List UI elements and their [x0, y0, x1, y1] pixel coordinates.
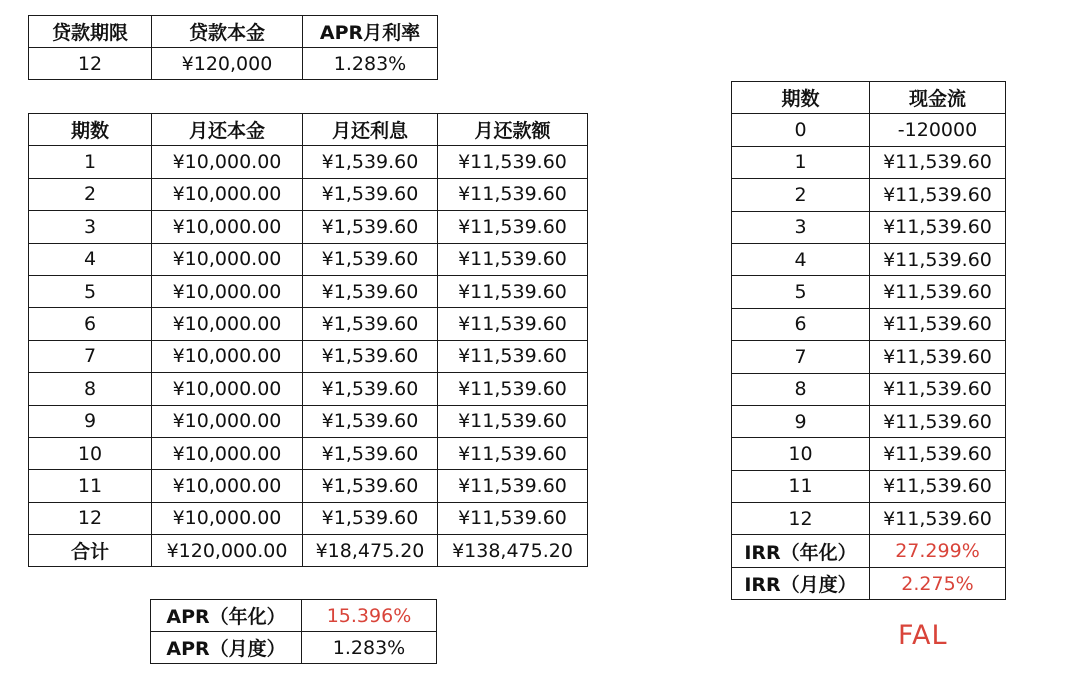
principal-cell: ¥10,000.00 [152, 275, 303, 307]
period-cell: 6 [29, 308, 152, 340]
repayment-schedule-table [28, 113, 588, 567]
table-row [29, 470, 588, 502]
apr-monthly-rate-value: 1.283% [303, 48, 438, 80]
table-row [732, 308, 1006, 340]
fal-label: FAL [898, 620, 948, 651]
cashflow-cell: ¥11,539.60 [870, 503, 1006, 535]
cashflow-cell: ¥11,539.60 [870, 405, 1006, 437]
apr-monthly-row [151, 632, 437, 664]
interest-cell: ¥1,539.60 [303, 275, 438, 307]
total-label: 合计 [29, 535, 152, 567]
cashflow-cell: ¥11,539.60 [870, 470, 1006, 502]
schedule-header-row [29, 114, 588, 146]
period-cell: 8 [29, 373, 152, 405]
table-row [29, 502, 588, 534]
period-cell: 12 [732, 503, 870, 535]
period-cell: 5 [732, 276, 870, 308]
period-cell: 12 [29, 502, 152, 534]
table-row [732, 438, 1006, 470]
interest-cell: ¥1,539.60 [303, 340, 438, 372]
cashflow-cell: ¥11,539.60 [870, 179, 1006, 211]
period-cell: 10 [29, 437, 152, 469]
table-row [29, 437, 588, 469]
apr-monthly-value: 1.283% [302, 632, 437, 664]
period-cell: 5 [29, 275, 152, 307]
period-cell: 0 [732, 114, 870, 146]
table-row [29, 308, 588, 340]
principal-cell: ¥10,000.00 [152, 178, 303, 210]
period-cell: 7 [732, 341, 870, 373]
interest-cell: ¥1,539.60 [303, 146, 438, 178]
interest-cell: ¥1,539.60 [303, 373, 438, 405]
table-row [732, 146, 1006, 178]
loan-info-table [28, 15, 438, 80]
interest-cell: ¥1,539.60 [303, 308, 438, 340]
apr-monthly-label: APR（月度） [151, 632, 302, 664]
cashflow-cell: -120000 [870, 114, 1006, 146]
payment-cell: ¥11,539.60 [438, 470, 588, 502]
payment-cell: ¥11,539.60 [438, 373, 588, 405]
header-monthly-interest: 月还利息 [303, 114, 438, 146]
interest-cell: ¥1,539.60 [303, 211, 438, 243]
cashflow-cell: ¥11,539.60 [870, 308, 1006, 340]
payment-cell: ¥11,539.60 [438, 146, 588, 178]
schedule-total-row [29, 535, 588, 567]
payment-cell: ¥11,539.60 [438, 275, 588, 307]
table-row [732, 179, 1006, 211]
period-cell: 6 [732, 308, 870, 340]
table-row [732, 243, 1006, 275]
table-row [732, 373, 1006, 405]
irr-annual-value: 27.299% [870, 535, 1006, 567]
table-row [732, 114, 1006, 146]
payment-cell: ¥11,539.60 [438, 502, 588, 534]
table-row [29, 405, 588, 437]
principal-cell: ¥10,000.00 [152, 211, 303, 243]
period-cell: 10 [732, 438, 870, 470]
header-cashflow-period: 期数 [732, 82, 870, 114]
cashflow-cell: ¥11,539.60 [870, 146, 1006, 178]
period-cell: 11 [732, 470, 870, 502]
table-row [29, 211, 588, 243]
apr-annual-row [151, 600, 437, 632]
apr-annual-value: 15.396% [302, 600, 437, 632]
table-row [732, 503, 1006, 535]
loan-principal-value: ¥120,000 [152, 48, 303, 80]
irr-monthly-row [732, 567, 1006, 599]
table-row [732, 211, 1006, 243]
period-cell: 9 [29, 405, 152, 437]
header-loan-term: 贷款期限 [29, 16, 152, 48]
period-cell: 7 [29, 340, 152, 372]
period-cell: 2 [732, 179, 870, 211]
principal-cell: ¥10,000.00 [152, 308, 303, 340]
cashflow-cell: ¥11,539.60 [870, 373, 1006, 405]
payment-cell: ¥11,539.60 [438, 308, 588, 340]
interest-cell: ¥1,539.60 [303, 502, 438, 534]
irr-monthly-value: 2.275% [870, 567, 1006, 599]
table-row [29, 275, 588, 307]
period-cell: 4 [732, 243, 870, 275]
interest-cell: ¥1,539.60 [303, 470, 438, 502]
cashflow-cell: ¥11,539.60 [870, 243, 1006, 275]
principal-cell: ¥10,000.00 [152, 146, 303, 178]
header-apr-monthly-rate: APR月利率 [303, 16, 438, 48]
interest-cell: ¥1,539.60 [303, 405, 438, 437]
cashflow-cell: ¥11,539.60 [870, 276, 1006, 308]
period-cell: 3 [29, 211, 152, 243]
total-principal: ¥120,000.00 [152, 535, 303, 567]
table-row [732, 341, 1006, 373]
cashflow-cell: ¥11,539.60 [870, 341, 1006, 373]
table-row [732, 470, 1006, 502]
interest-cell: ¥1,539.60 [303, 178, 438, 210]
payment-cell: ¥11,539.60 [438, 243, 588, 275]
principal-cell: ¥10,000.00 [152, 405, 303, 437]
period-cell: 1 [732, 146, 870, 178]
period-cell: 11 [29, 470, 152, 502]
table-row [732, 405, 1006, 437]
period-cell: 4 [29, 243, 152, 275]
apr-annual-label: APR（年化） [151, 600, 302, 632]
payment-cell: ¥11,539.60 [438, 178, 588, 210]
interest-cell: ¥1,539.60 [303, 437, 438, 469]
payment-cell: ¥11,539.60 [438, 211, 588, 243]
total-payment: ¥138,475.20 [438, 535, 588, 567]
loan-info-value-row [29, 48, 438, 80]
period-cell: 8 [732, 373, 870, 405]
payment-cell: ¥11,539.60 [438, 340, 588, 372]
principal-cell: ¥10,000.00 [152, 437, 303, 469]
period-cell: 1 [29, 146, 152, 178]
principal-cell: ¥10,000.00 [152, 340, 303, 372]
period-cell: 2 [29, 178, 152, 210]
payment-cell: ¥11,539.60 [438, 437, 588, 469]
irr-monthly-label: IRR（月度） [732, 567, 870, 599]
header-monthly-principal: 月还本金 [152, 114, 303, 146]
interest-cell: ¥1,539.60 [303, 243, 438, 275]
irr-annual-label: IRR（年化） [732, 535, 870, 567]
principal-cell: ¥10,000.00 [152, 502, 303, 534]
loan-term-value: 12 [29, 48, 152, 80]
total-interest: ¥18,475.20 [303, 535, 438, 567]
loan-info-header-row [29, 16, 438, 48]
period-cell: 3 [732, 211, 870, 243]
principal-cell: ¥10,000.00 [152, 243, 303, 275]
table-row [29, 178, 588, 210]
table-row [29, 373, 588, 405]
header-monthly-payment: 月还款额 [438, 114, 588, 146]
table-row [29, 146, 588, 178]
table-row [29, 243, 588, 275]
table-row [29, 340, 588, 372]
cashflow-table [731, 81, 1006, 600]
principal-cell: ¥10,000.00 [152, 470, 303, 502]
header-period: 期数 [29, 114, 152, 146]
irr-annual-row [732, 535, 1006, 567]
cashflow-cell: ¥11,539.60 [870, 438, 1006, 470]
cashflow-cell: ¥11,539.60 [870, 211, 1006, 243]
principal-cell: ¥10,000.00 [152, 373, 303, 405]
table-row [732, 276, 1006, 308]
period-cell: 9 [732, 405, 870, 437]
cashflow-header-row [732, 82, 1006, 114]
header-cashflow: 现金流 [870, 82, 1006, 114]
payment-cell: ¥11,539.60 [438, 405, 588, 437]
header-loan-principal: 贷款本金 [152, 16, 303, 48]
apr-table [150, 599, 437, 664]
